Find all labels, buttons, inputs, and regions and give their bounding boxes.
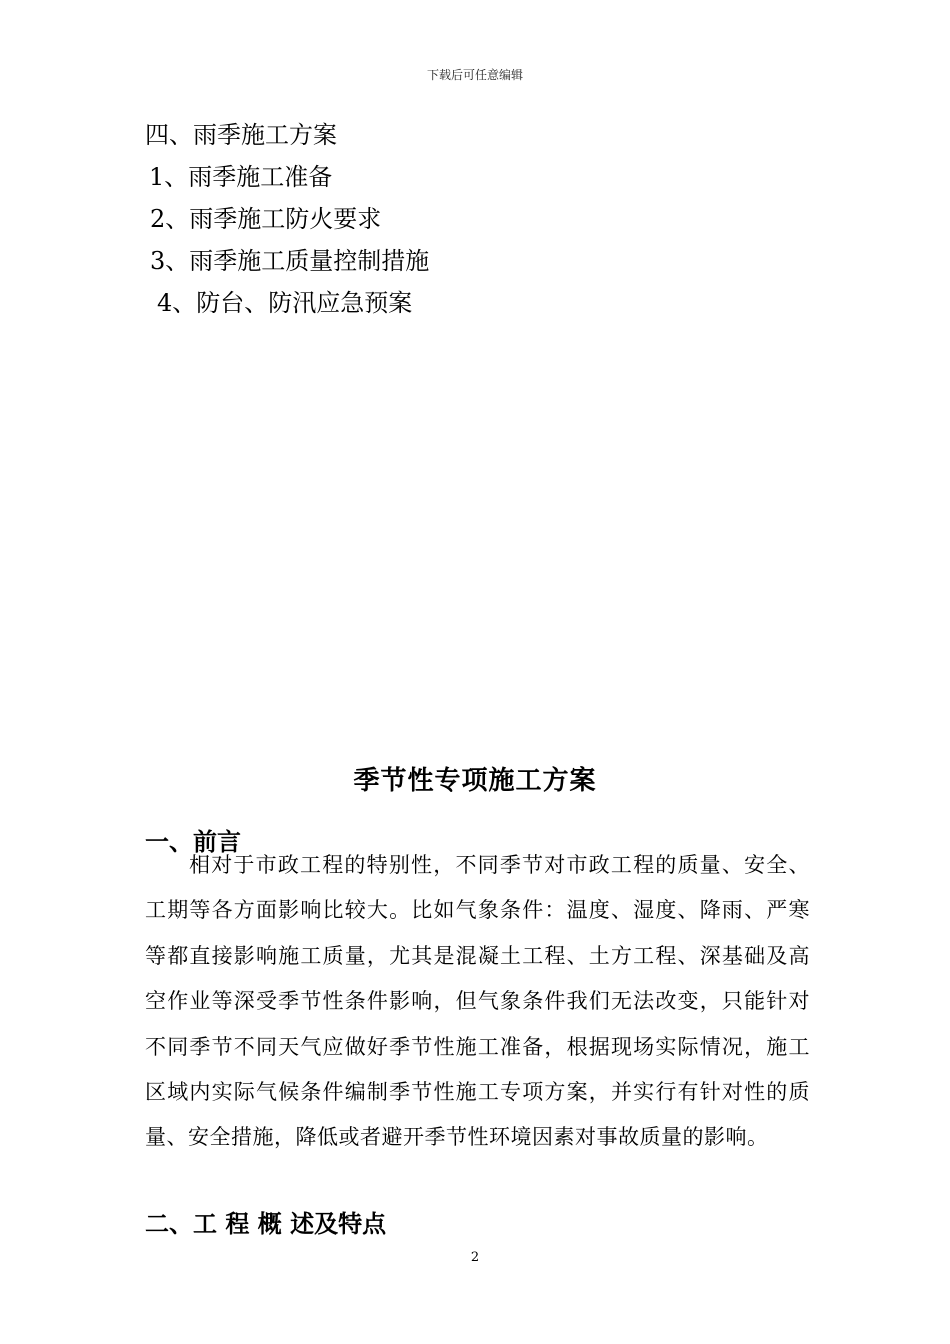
toc-item-rainy-season-plan: 四、雨季施工方案 bbox=[145, 121, 337, 149]
toc-item-quality-control: 3、雨季施工质量控制措施 bbox=[150, 247, 430, 275]
page-header-note: 下载后可任意编辑 bbox=[426, 68, 523, 82]
page-number: 2 bbox=[470, 1250, 480, 1265]
document-title: 季节性专项施工方案 bbox=[353, 766, 597, 796]
toc-item-fire-prevention: 2、雨季施工防火要求 bbox=[150, 205, 382, 233]
table-of-contents bbox=[145, 114, 805, 324]
toc-item-preparation: 1、雨季施工准备 bbox=[149, 163, 333, 191]
preface-paragraph: 相对于市政工程的特别性，不同季节对市政工程的质量、安全、工期等各方面影响比较大。比如气象条件：温度、湿度、降雨、严寒等都直接影响施工质量，尤其是混凝土工程、土方工程、深基础及高空作业等深受季节性条件影响，但气象条件我们无法改变，只能针对不同季节不同天气应做好季节性施工准备，根据现场实际情况，施工区域内实际气候条件编制季节性施工专项方案，并实行有针对性的质量、安全措施，降低或者避开季节性环境因素对事故质量的影响。 bbox=[145, 853, 810, 1150]
toc-item-emergency-plan: 4、防台、防汛应急预案 bbox=[157, 289, 413, 317]
section-heading-preface: 一、前言 bbox=[145, 827, 241, 856]
section-heading-overview: 二、工 程 概 述及特点 bbox=[145, 1209, 387, 1238]
